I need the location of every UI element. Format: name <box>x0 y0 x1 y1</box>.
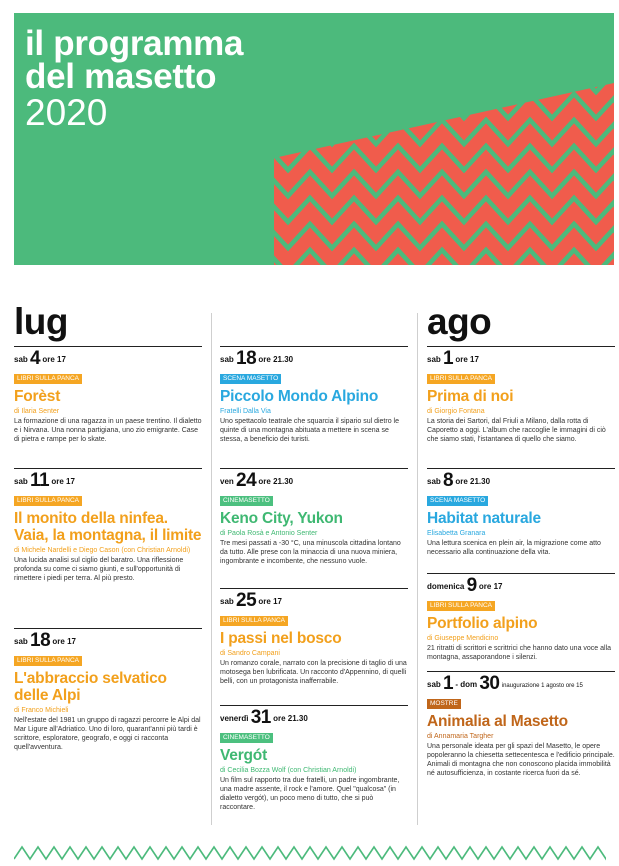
event-title: I passi nel bosco <box>220 630 342 647</box>
event-author: di Sandro Campani <box>220 650 280 657</box>
event-card <box>427 346 615 468</box>
event-list <box>14 346 202 788</box>
date-time: ore 17 <box>51 477 75 486</box>
date-time: ore 21.30 <box>273 714 308 723</box>
page-title <box>25 24 244 133</box>
date-number-end: 30 <box>479 673 500 694</box>
event-title: Piccolo Mondo Alpino <box>220 388 379 405</box>
date-day: domenica <box>427 582 465 591</box>
category-badge: MOSTRE <box>427 699 461 709</box>
event-author: di Paola Rosà e Antonio Senter <box>220 530 318 537</box>
title-line-2: del masetto <box>25 57 217 96</box>
date-time: ore 21.30 <box>258 355 294 364</box>
event-description: Un film sul rapporto tra due fratelli, un padre ingombrante, una madre assente, il rock e l'amore. Quel "qualcosa" (in dialetto vergót), un poco meno di tutto, che si può raccontare. <box>220 777 400 811</box>
event-title: Prima di noi <box>427 388 514 405</box>
event-card <box>427 671 615 811</box>
category-badge: LIBRI SULLA PANCA <box>427 601 495 611</box>
date-day: sab <box>220 597 234 606</box>
event-author: di Michele Nardelli e Diego Cason (con Christian Arnoldi) <box>14 547 191 554</box>
event-description: Nell'estate del 1981 un gruppo di ragazzi percorre le Alpi dal Mar Ligure all'Adriatico. Uno di loro, quarant'anni più tardi è scrittore, esploratore, geografo, e oggi ci racconta quell'avventura. <box>14 717 201 751</box>
category-badge: LIBRI SULLA PANCA <box>427 374 495 384</box>
event-title: Il monito della ninfea. Vaia, la montagna, il limite <box>14 510 202 544</box>
event-list <box>220 346 408 827</box>
event-card <box>220 468 408 588</box>
date-number: 11 <box>30 470 50 491</box>
event-date <box>220 472 408 489</box>
date-day: sab <box>14 355 28 364</box>
footer-zigzag <box>14 845 606 866</box>
event-title: Keno City, Yukon <box>220 510 343 527</box>
event-author: Fratelli Dalla Via <box>220 408 271 415</box>
title-year: 2020 <box>25 92 108 133</box>
date-day: sab <box>427 680 441 689</box>
date-day: venerdì <box>220 714 249 723</box>
event-description: Una lettura scenica en plein air, la migrazione come atto necessario alla continuazione della vita. <box>427 540 601 556</box>
event-author: di Giorgio Fontana <box>427 408 485 415</box>
category-badge: LIBRI SULLA PANCA <box>220 616 288 626</box>
date-number: 18 <box>236 348 257 369</box>
event-author: Elisabetta Granara <box>427 530 486 537</box>
category-badge: SCENA MASETTO <box>427 496 488 506</box>
event-description: Uno spettacolo teatrale che squarcia il sipario sul dietro le quinte di una montagna abituata a mettere in scena se stessa, a beneficio dei turisti. <box>220 418 399 443</box>
date-day: ven <box>220 477 234 486</box>
category-badge: CINEMASETTO <box>220 733 273 743</box>
event-list <box>427 346 615 811</box>
date-number: 31 <box>250 707 271 728</box>
date-day: sab <box>14 477 28 486</box>
date-day: sab <box>427 477 441 486</box>
column-july-continued <box>220 300 408 827</box>
date-time: ore 17 <box>478 582 503 591</box>
event-card <box>220 346 408 468</box>
event-date <box>220 592 408 609</box>
date-time: - dom <box>455 680 478 689</box>
date-number: 4 <box>30 348 41 369</box>
event-card <box>14 628 202 788</box>
date-number: 24 <box>236 470 257 491</box>
date-time: ore 17 <box>52 637 76 646</box>
category-badge: LIBRI SULLA PANCA <box>14 656 82 666</box>
event-date <box>220 350 408 367</box>
event-date <box>427 577 615 594</box>
date-time: ore 17 <box>42 355 66 364</box>
month-heading: lug <box>14 301 68 342</box>
event-date <box>427 350 615 367</box>
event-description: 21 ritratti di scrittori e scrittrici che hanno dato una voce alla montagna, assaporandone i silenzi. <box>427 645 612 661</box>
event-author: di Annamaria Targher <box>427 733 494 740</box>
title-line-1: il programma <box>25 24 244 63</box>
month-heading: ago <box>427 301 492 342</box>
event-description: Un romanzo corale, narrato con la precisione di taglio di una motosega ben lubrificata. Un racconto d'Appennino, di quelli belli, con un protagonista inafferrabile. <box>220 660 407 685</box>
column-july <box>14 300 202 788</box>
date-note: inaugurazione 1 agosto ore 15 <box>501 683 583 689</box>
column-august <box>427 300 615 811</box>
date-day: sab <box>427 355 441 364</box>
event-author: di Franco Michieli <box>14 707 69 714</box>
event-description: Una lucida analisi sul ciglio del baratro. Una riflessione profonda su come ci siamo giunti, e sull'opportunità di rimettere i piedi per terra. Al più presto. <box>14 557 184 582</box>
event-date <box>427 472 615 489</box>
column-divider <box>417 313 418 825</box>
event-title: Vergót <box>220 747 268 764</box>
event-title: Animalia al Masetto <box>427 713 568 730</box>
category-badge: LIBRI SULLA PANCA <box>14 374 82 384</box>
event-author: di Giuseppe Mendicino <box>427 635 499 642</box>
event-date <box>14 632 202 649</box>
date-day: sab <box>220 355 234 364</box>
category-badge: LIBRI SULLA PANCA <box>14 496 82 506</box>
event-description: La storia dei Sartori, dal Friuli a Milano, dalla rotta di Caporetto a oggi. L'album che raccoglie le immagini di ciò che siamo stati, l'istantanea di quello che siamo. <box>427 418 606 443</box>
event-title: Portfolio alpino <box>427 615 538 632</box>
event-card <box>220 705 408 827</box>
date-number: 1 <box>443 348 454 369</box>
event-date <box>14 350 202 367</box>
event-card <box>220 588 408 705</box>
date-time: ore 17 <box>258 597 282 606</box>
event-card <box>427 573 615 671</box>
date-time: ore 21.30 <box>455 477 491 486</box>
event-author: di Cecilia Bozza Wolf (con Christian Arnoldi) <box>220 767 357 774</box>
header-banner <box>14 13 614 283</box>
month-heading <box>220 300 408 346</box>
date-time: ore 21.30 <box>258 477 294 486</box>
event-date <box>220 709 408 726</box>
event-card <box>14 346 202 468</box>
date-time: ore 17 <box>455 355 479 364</box>
event-description: Una personale ideata per gli spazi del Masetto, le opere popoleranno la chiesetta settecentesca e l'edificio principale. Animali di montagna che non conoscono placida immobilità né autosufficienza, in costante ricerca fuori da sé. <box>427 743 615 777</box>
category-badge: SCENA MASETTO <box>220 374 281 384</box>
event-date <box>427 675 615 692</box>
event-title: Forèst <box>14 388 61 405</box>
event-date <box>14 472 202 489</box>
event-title: L'abbraccio selvatico delle Alpi <box>14 670 167 704</box>
date-number: 1 <box>443 673 454 694</box>
date-day: sab <box>14 637 28 646</box>
event-card <box>427 468 615 573</box>
event-description: Tre mesi passati a -30 °C, una minuscola cittadina lontano da tutto. Alle prese con la minaccia di una nuova miniera, ingombrante e incombente, che nessuno vuole. <box>220 540 401 565</box>
date-number: 8 <box>443 470 454 491</box>
column-divider <box>211 313 212 825</box>
date-number: 18 <box>30 630 51 651</box>
date-number: 9 <box>466 575 477 596</box>
date-number: 25 <box>236 590 257 611</box>
event-author: di Ilaria Senter <box>14 408 60 415</box>
event-card <box>14 468 202 628</box>
category-badge: CINEMASETTO <box>220 496 273 506</box>
event-title: Habitat naturale <box>427 510 541 527</box>
event-description: La formazione di una ragazza in un paese trentino. Il dialetto e i Nirvana. Una nonna partigiana, uno zio emigrante. Case di pietra e rampe per lo skate. <box>14 418 202 443</box>
